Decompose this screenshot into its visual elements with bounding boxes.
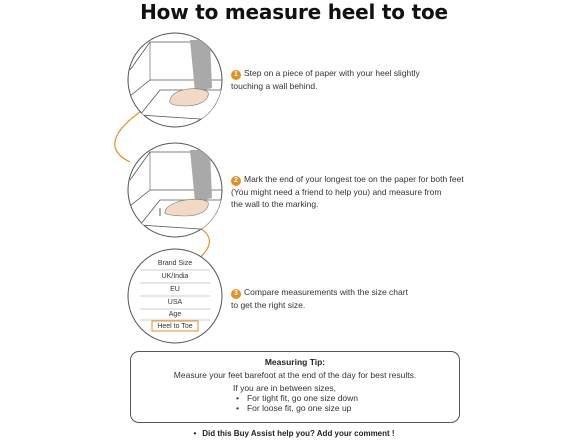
bullet-icon: • (193, 429, 197, 438)
step-number-badge: 2 (231, 176, 241, 186)
tip-item: • For loose fit, go one size up (236, 403, 459, 413)
step-text: Compare measurements with the size chart to get the right size. (231, 287, 408, 310)
size-chart-row: Brand Size (157, 260, 193, 267)
tip-subtitle: If you are in between sizes, (233, 383, 337, 393)
step-2 (231, 173, 471, 210)
tip-title: Measuring Tip: (264, 357, 326, 367)
measuring-tip-box (130, 351, 460, 423)
size-chart-row: EU (170, 286, 180, 293)
step-1 (231, 67, 471, 92)
step-text: Mark the end of your longest toe on the paper for both feet (You might need a friend to help you) and measure from the wall to the marking. (231, 174, 464, 209)
feedback-prompt[interactable] (0, 429, 588, 438)
size-chart-row-heel-to-toe: Heel to Toe (157, 323, 193, 330)
step2-illustration (125, 143, 240, 237)
step-number-badge: 3 (231, 289, 241, 299)
feedback-text[interactable]: Did this Buy Assist help you? Add your comment ! (202, 429, 395, 438)
step1-illustration (125, 33, 240, 127)
step-3 (231, 286, 471, 311)
size-chart-row: USA (167, 299, 183, 306)
size-chart-row: Age (168, 311, 182, 318)
page-title: How to measure heel to toe (140, 0, 448, 24)
step-text: Step on a piece of paper with your heel slightly touching a wall behind. (231, 68, 420, 91)
size-chart-row: UK/India (161, 273, 189, 280)
tip-text: Measure your feet barefoot at the end of the day for best results. (173, 370, 417, 380)
tip-list (236, 393, 459, 413)
tip-item: • For tight fit, go one size down (236, 393, 459, 403)
step-number-badge: 1 (231, 70, 241, 80)
